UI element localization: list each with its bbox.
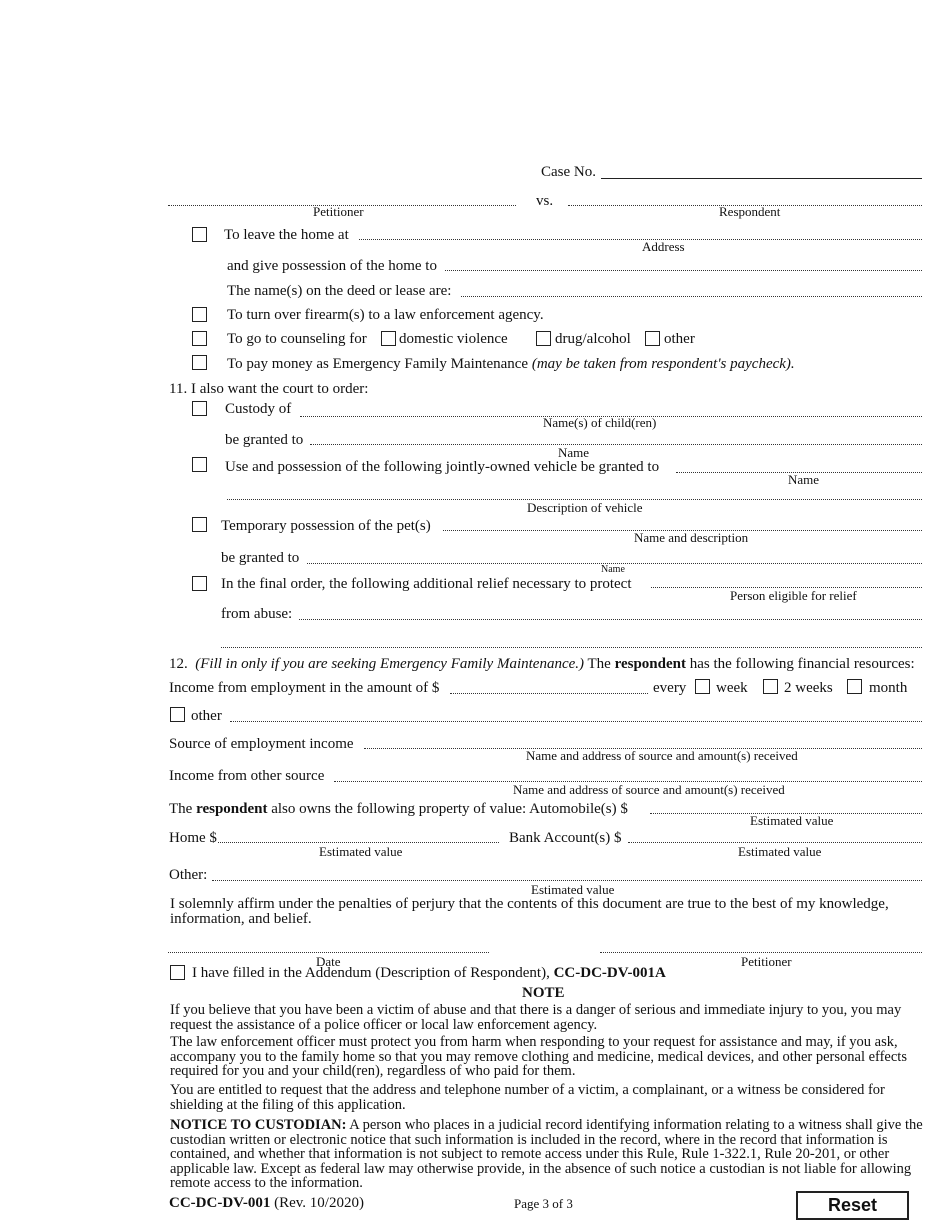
two-weeks-label: 2 weeks	[784, 680, 833, 696]
custody-label: Custody of	[225, 401, 292, 417]
income-amount-field[interactable]	[450, 693, 648, 694]
source-caption: Name and address of source and amount(s) received	[526, 748, 798, 763]
counseling-label: To go to counseling for	[227, 331, 367, 347]
vs-label: vs.	[536, 193, 554, 209]
maintenance-checkbox[interactable]	[192, 355, 207, 370]
section-12-heading: 12. (Fill in only if you are seeking Emergency Family Maintenance.) The respondent has the following financial resources:	[169, 656, 915, 672]
month-label: month	[869, 680, 908, 696]
property-label: The respondent also owns the following property of value: Automobile(s) $	[169, 801, 628, 817]
firearms-label: To turn over firearm(s) to a law enforcement agency.	[227, 307, 544, 323]
income-other-label: other	[191, 708, 222, 724]
signature-caption: Petitioner	[741, 954, 792, 969]
bank-value-field[interactable]	[628, 842, 922, 843]
income-other-checkbox[interactable]	[170, 707, 185, 722]
custody-name-caption: Name	[558, 445, 590, 460]
domestic-violence-label: domestic violence	[399, 331, 508, 347]
addendum-label: I have filled in the Addendum (Description of Respondent), CC-DC-DV-001A	[192, 965, 666, 981]
give-possession-field[interactable]	[445, 270, 922, 271]
source-label: Source of employment income	[169, 736, 354, 752]
leave-home-label: To leave the home at	[224, 227, 349, 243]
counseling-other-checkbox[interactable]	[645, 331, 660, 346]
custody-checkbox[interactable]	[192, 401, 207, 416]
two-weeks-checkbox[interactable]	[763, 679, 778, 694]
case-no-field[interactable]	[601, 178, 922, 179]
address-caption: Address	[642, 239, 685, 254]
deed-field[interactable]	[461, 296, 922, 297]
pet-checkbox[interactable]	[192, 517, 207, 532]
final-order-label: In the final order, the following additional relief necessary to protect	[221, 576, 632, 592]
footer-form-number: CC-DC-DV-001 (Rev. 10/2020)	[169, 1195, 364, 1211]
note-heading: NOTE	[522, 985, 565, 1001]
domestic-violence-checkbox[interactable]	[381, 331, 396, 346]
every-label: every	[653, 680, 687, 696]
note-paragraph-3: You are entitled to request that the address and telephone number of a victim, a complainant, or a witness be considered for shielding at the filing of this application.	[170, 1082, 885, 1113]
income-label: Income from employment in the amount of $	[169, 680, 440, 696]
pet-name-caption: Name	[601, 564, 625, 575]
case-no-label: Case No.	[541, 164, 596, 180]
bank-label: Bank Account(s) $	[509, 830, 622, 846]
from-abuse-field[interactable]	[299, 619, 922, 620]
final-order-checkbox[interactable]	[192, 576, 207, 591]
children-caption: Name(s) of child(ren)	[543, 415, 657, 430]
respondent-caption: Respondent	[719, 204, 781, 219]
drug-alcohol-checkbox[interactable]	[536, 331, 551, 346]
give-possession-label: and give possession of the home to	[227, 258, 437, 274]
week-checkbox[interactable]	[695, 679, 710, 694]
note-paragraph-2: The law enforcement officer must protect you from harm when responding to your request for assistance and may, if you ask, accompany you to the family home so that you may remove clothing and medicine, medical devices, and other personal effects required for you and your child(ren), regardless of who paid for them.	[170, 1034, 907, 1079]
home-label: Home $	[169, 830, 217, 846]
other-property-caption: Estimated value	[531, 882, 615, 897]
section-11-heading: 11. I also want the court to order:	[169, 381, 369, 397]
other-property-label: Other:	[169, 867, 208, 883]
petitioner-caption: Petitioner	[313, 204, 364, 219]
vehicle-name-caption: Name	[788, 472, 820, 487]
firearms-checkbox[interactable]	[192, 307, 207, 322]
from-abuse-field-2[interactable]	[221, 647, 922, 648]
person-eligible-caption: Person eligible for relief	[730, 588, 857, 603]
home-caption: Estimated value	[319, 844, 403, 859]
vehicle-checkbox[interactable]	[192, 457, 207, 472]
vehicle-description-caption: Description of vehicle	[527, 500, 643, 515]
pet-description-caption: Name and description	[634, 530, 749, 545]
home-value-field[interactable]	[218, 842, 499, 843]
counseling-other-label: other	[664, 331, 695, 347]
other-property-field[interactable]	[212, 880, 922, 881]
addendum-checkbox[interactable]	[170, 965, 185, 980]
page-number: Page 3 of 3	[514, 1196, 573, 1211]
vehicle-label: Use and possession of the following jointly-owned vehicle be granted to	[225, 459, 660, 475]
note-paragraph-1: If you believe that you have been a victim of abuse and that there is a danger of serious and immediate injury to you, you may request the assistance of a police officer or local law enforcement agency.	[170, 1002, 902, 1033]
pet-granted-to-label: be granted to	[221, 550, 300, 566]
petitioner-signature-field[interactable]	[600, 952, 922, 953]
deed-label: The name(s) on the deed or lease are:	[227, 283, 452, 299]
custody-granted-to-field[interactable]	[310, 444, 922, 445]
other-source-label: Income from other source	[169, 768, 325, 784]
date-field[interactable]	[168, 952, 489, 953]
bank-caption: Estimated value	[738, 844, 822, 859]
custody-granted-to-label: be granted to	[225, 432, 304, 448]
reset-button[interactable]: Reset	[796, 1191, 909, 1220]
counseling-checkbox[interactable]	[192, 331, 207, 346]
pet-label: Temporary possession of the pet(s)	[221, 518, 431, 534]
date-caption: Date	[316, 954, 341, 969]
maintenance-label: To pay money as Emergency Family Maintenance (may be taken from respondent's paycheck).	[227, 356, 795, 372]
leave-home-checkbox[interactable]	[192, 227, 207, 242]
leave-home-address-field[interactable]	[359, 239, 922, 240]
from-abuse-label: from abuse:	[221, 606, 293, 622]
other-source-caption: Name and address of source and amount(s) received	[513, 782, 785, 797]
custodian-notice: NOTICE TO CUSTODIAN: A person who places in a judicial record identifying information relating to a witness shall give the custodian written or electronic notice that such information is included in the record, where in the record that information is contained, and whether that information is not subject to remote access under this Rule, Rule 1-322.1, Rule 20-201, or other applicable law. Except as federal law may otherwise provide, in the absence of such notice a custodian is not liable for allowing remote access to the information.	[170, 1117, 923, 1191]
month-checkbox[interactable]	[847, 679, 862, 694]
automobile-caption: Estimated value	[750, 813, 834, 828]
week-label: week	[716, 680, 748, 696]
income-other-field[interactable]	[230, 721, 922, 722]
affirmation-text: I solemnly affirm under the penalties of perjury that the contents of this document are true to the best of my knowledge, information, and belief.	[170, 896, 889, 927]
drug-alcohol-label: drug/alcohol	[555, 331, 631, 347]
